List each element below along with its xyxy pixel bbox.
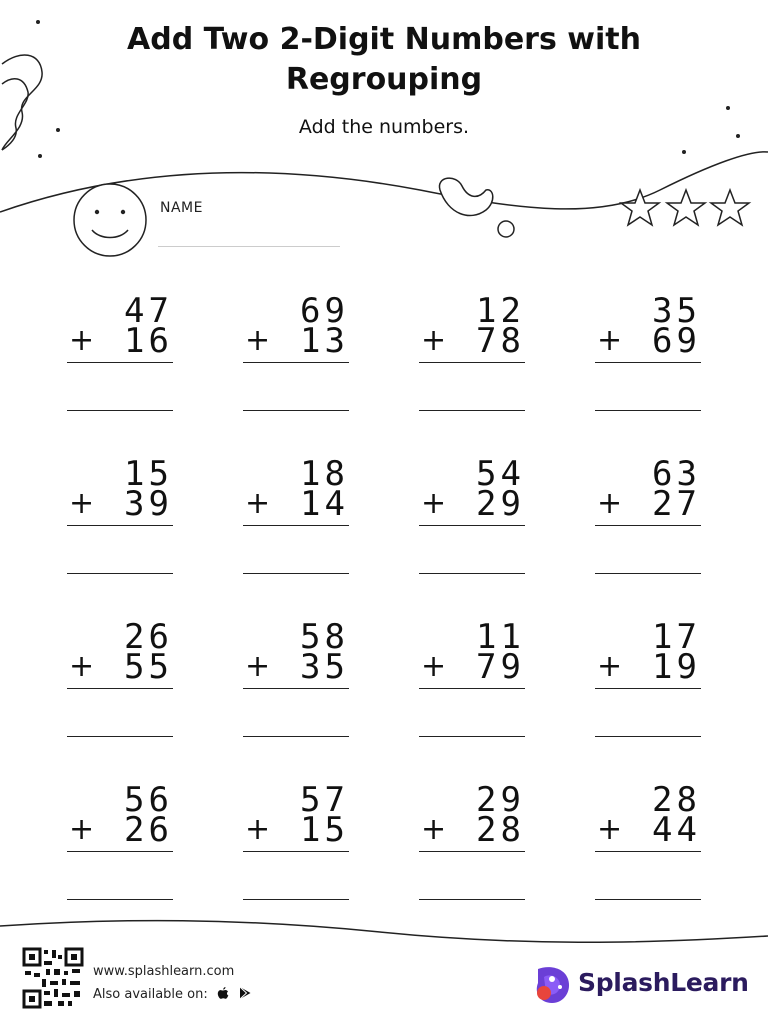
instruction-text: Add the numbers. xyxy=(298,116,470,138)
addition-problem xyxy=(419,780,525,913)
addition-problem xyxy=(243,617,349,750)
addend-top: 26 xyxy=(124,617,173,657)
plus-sign: + xyxy=(421,649,447,684)
answer-line[interactable] xyxy=(67,573,173,574)
addition-problem xyxy=(419,617,525,750)
answer-line[interactable] xyxy=(243,410,349,411)
sum-line xyxy=(67,851,173,852)
sum-line xyxy=(419,851,525,852)
splashlearn-logo-icon xyxy=(530,963,574,1007)
addition-problem xyxy=(67,617,173,750)
plus-sign: + xyxy=(245,486,271,521)
plus-sign: + xyxy=(69,486,95,521)
name-label: NAME xyxy=(160,200,203,216)
plus-sign: + xyxy=(421,812,447,847)
addition-problem xyxy=(595,617,701,750)
plus-sign: + xyxy=(245,649,271,684)
addend-bottom: 16 xyxy=(124,321,173,361)
sum-line xyxy=(595,851,701,852)
available-on-text: Also available on: xyxy=(93,986,252,1002)
sum-line xyxy=(243,688,349,689)
addend-top: 35 xyxy=(652,291,701,331)
plus-sign: + xyxy=(597,649,623,684)
addition-problem xyxy=(595,291,701,424)
answer-line[interactable] xyxy=(419,899,525,900)
addend-top: 57 xyxy=(300,780,349,820)
addition-problem xyxy=(67,291,173,424)
addition-problem xyxy=(595,780,701,913)
sum-line xyxy=(595,525,701,526)
answer-line[interactable] xyxy=(243,573,349,574)
qr-code-icon xyxy=(22,947,84,1009)
answer-line[interactable] xyxy=(67,899,173,900)
addend-top: 69 xyxy=(300,291,349,331)
addition-problem xyxy=(595,454,701,587)
addend-bottom: 26 xyxy=(124,810,173,850)
answer-line[interactable] xyxy=(595,573,701,574)
answer-line[interactable] xyxy=(67,736,173,737)
sum-line xyxy=(243,525,349,526)
addend-bottom: 55 xyxy=(124,647,173,687)
addend-bottom: 28 xyxy=(476,810,525,850)
answer-line[interactable] xyxy=(419,410,525,411)
plus-sign: + xyxy=(421,323,447,358)
sum-line xyxy=(419,362,525,363)
addend-bottom: 29 xyxy=(476,484,525,524)
addend-bottom: 15 xyxy=(300,810,349,850)
sum-line xyxy=(67,688,173,689)
addition-problem xyxy=(243,454,349,587)
addend-bottom: 27 xyxy=(652,484,701,524)
sum-line xyxy=(243,851,349,852)
addend-bottom: 69 xyxy=(652,321,701,361)
addend-top: 47 xyxy=(124,291,173,331)
plus-sign: + xyxy=(69,649,95,684)
sum-line xyxy=(595,688,701,689)
plus-sign: + xyxy=(245,812,271,847)
addend-top: 18 xyxy=(300,454,349,494)
brand-name: SplashLearn xyxy=(578,968,749,997)
title-line-2: Regrouping xyxy=(285,62,483,97)
addend-top: 63 xyxy=(652,454,701,494)
sum-line xyxy=(243,362,349,363)
plus-sign: + xyxy=(69,812,95,847)
sum-line xyxy=(67,525,173,526)
addend-top: 17 xyxy=(652,617,701,657)
answer-line[interactable] xyxy=(243,899,349,900)
plus-sign: + xyxy=(245,323,271,358)
answer-line[interactable] xyxy=(595,736,701,737)
plus-sign: + xyxy=(69,323,95,358)
plus-sign: + xyxy=(597,323,623,358)
addend-top: 12 xyxy=(476,291,525,331)
addend-top: 28 xyxy=(652,780,701,820)
addend-top: 56 xyxy=(124,780,173,820)
answer-line[interactable] xyxy=(243,736,349,737)
addend-bottom: 39 xyxy=(124,484,173,524)
addend-top: 11 xyxy=(476,617,525,657)
sum-line xyxy=(419,525,525,526)
addend-bottom: 13 xyxy=(300,321,349,361)
plus-sign: + xyxy=(421,486,447,521)
plus-sign: + xyxy=(597,812,623,847)
plus-sign: + xyxy=(597,486,623,521)
addition-problem xyxy=(419,291,525,424)
addend-bottom: 35 xyxy=(300,647,349,687)
addition-problem xyxy=(67,454,173,587)
answer-line[interactable] xyxy=(595,899,701,900)
addend-top: 29 xyxy=(476,780,525,820)
sum-line xyxy=(595,362,701,363)
addend-top: 54 xyxy=(476,454,525,494)
addend-bottom: 14 xyxy=(300,484,349,524)
addend-bottom: 44 xyxy=(652,810,701,850)
addition-problem xyxy=(419,454,525,587)
answer-line[interactable] xyxy=(595,410,701,411)
addend-top: 58 xyxy=(300,617,349,657)
addition-problem xyxy=(67,780,173,913)
answer-line[interactable] xyxy=(67,410,173,411)
answer-line[interactable] xyxy=(419,573,525,574)
answer-line[interactable] xyxy=(419,736,525,737)
title-line-1: Add Two 2-Digit Numbers with xyxy=(127,22,641,57)
addend-bottom: 78 xyxy=(476,321,525,361)
addend-bottom: 79 xyxy=(476,647,525,687)
addition-problem xyxy=(243,291,349,424)
website-url[interactable]: www.splashlearn.com xyxy=(93,964,235,979)
play-store-icon[interactable] xyxy=(238,986,252,1000)
sum-line xyxy=(67,362,173,363)
addend-top: 15 xyxy=(124,454,173,494)
sum-line xyxy=(419,688,525,689)
addition-problem xyxy=(243,780,349,913)
addend-bottom: 19 xyxy=(652,647,701,687)
apple-icon[interactable] xyxy=(216,986,230,1000)
